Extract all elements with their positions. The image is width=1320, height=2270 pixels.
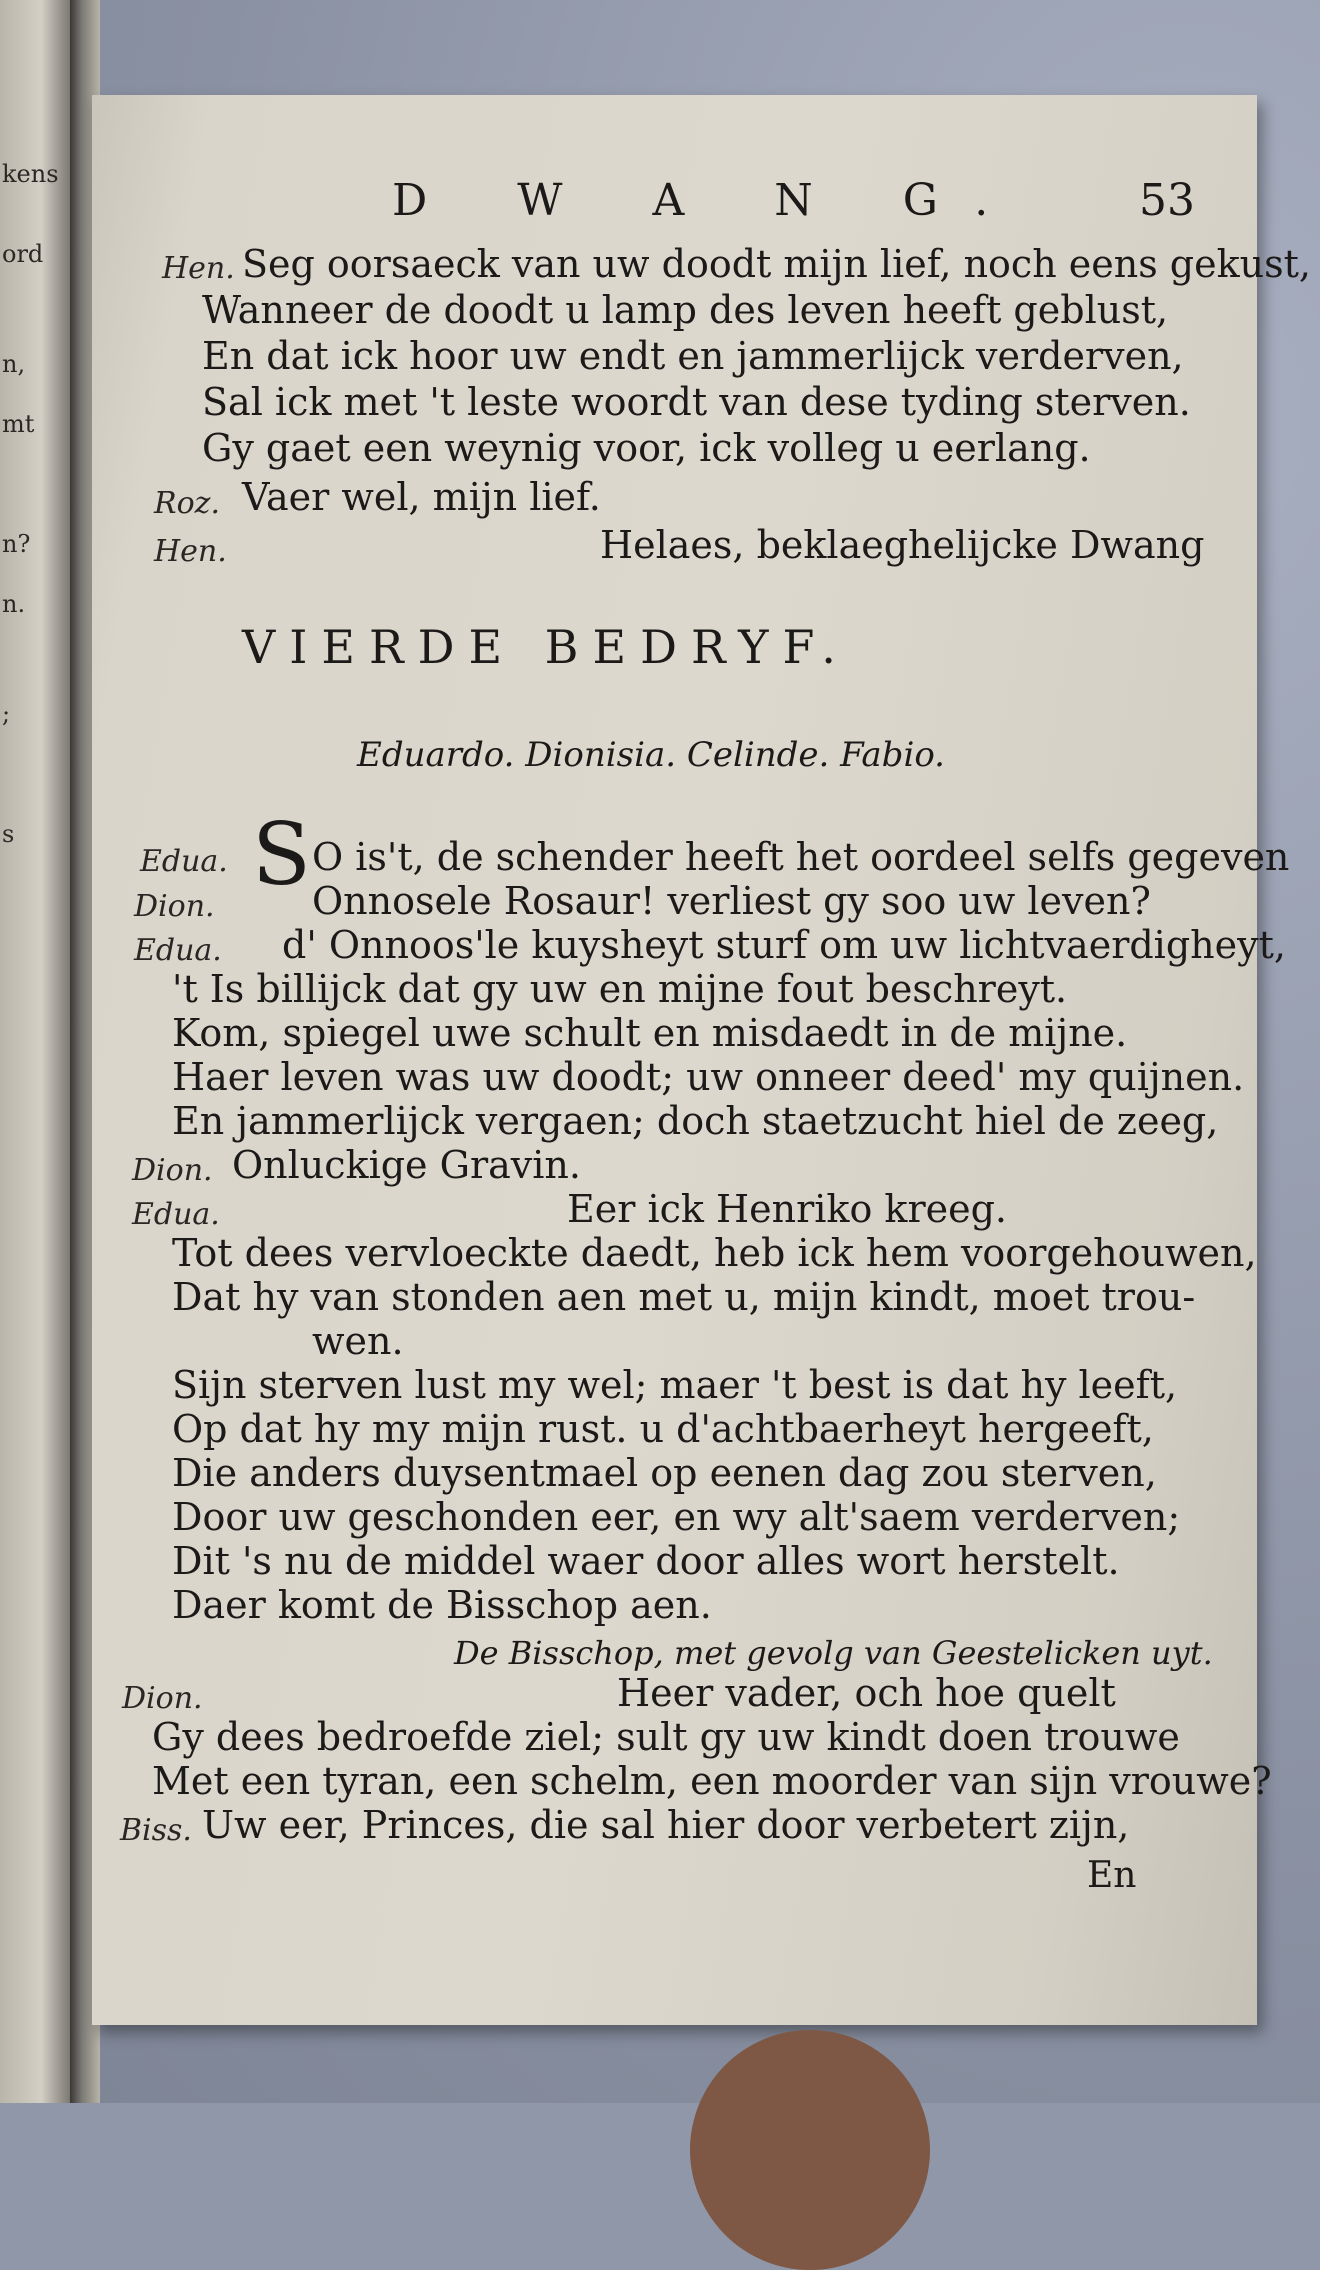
verse-line: Onnosele Rosaur! verliest gy soo uw leven? xyxy=(312,879,1151,923)
speaker-label: Hen. xyxy=(154,534,227,569)
verse-line: Dit 's nu de middel waer door alles wort herstelt. xyxy=(172,1539,1120,1583)
speaker-label: Dion. xyxy=(132,1153,213,1188)
left-page-fragment: kens xyxy=(2,160,59,188)
verse-line: Seg oorsaeck van uw doodt mijn lief, noch eens gekust, xyxy=(242,242,1311,286)
verse-line: Op dat hy my mijn rust. u d'achtbaerheyt hergeeft, xyxy=(172,1407,1154,1451)
verse-line: Helaes, beklaeghelijcke Dwang xyxy=(600,523,1205,567)
speaker-label: Edua. xyxy=(132,1197,220,1232)
left-page-fragment: mt xyxy=(2,410,35,438)
left-page-edge xyxy=(0,0,75,2103)
speaker-label: Edua. xyxy=(134,933,222,968)
left-page-fragment: n? xyxy=(2,530,31,558)
verse-line: O is't, de schender heeft het oordeel selfs gegeven xyxy=(312,835,1290,879)
left-page-fragment: s xyxy=(2,820,15,848)
verse-line: En jammerlijck vergaen; doch staetzucht hiel de zeeg, xyxy=(172,1099,1219,1143)
drop-cap: S xyxy=(252,805,311,905)
verse-line: 't Is billijck dat gy uw en mijne fout beschreyt. xyxy=(172,967,1068,1011)
speaker-label: Hen. xyxy=(162,251,235,286)
verse-line: Sijn sterven lust my wel; maer 't best is dat hy leeft, xyxy=(172,1363,1178,1407)
verse-line: Tot dees vervloeckte daedt, heb ick hem voorgehouwen, xyxy=(172,1231,1257,1275)
verse-line: Eer ick Henriko kreeg. xyxy=(567,1187,1007,1231)
left-page-fragment: ord xyxy=(2,240,44,268)
left-page-fragment: ; xyxy=(2,700,11,728)
verse-line: Sal ick met 't leste woordt van dese tyding sterven. xyxy=(202,380,1191,424)
speaker-label: Biss. xyxy=(120,1813,192,1848)
dramatis-personae: Eduardo. Dionisia. Celinde. Fabio. xyxy=(357,735,945,775)
verse-line: Gy dees bedroefde ziel; sult gy uw kindt doen trouwe xyxy=(152,1715,1180,1759)
verse-line: Onluckige Gravin. xyxy=(232,1143,581,1187)
left-page-fragment: n, xyxy=(2,350,26,378)
verse-line: Vaer wel, mijn lief. xyxy=(242,475,601,519)
running-head: D W A N G. xyxy=(392,175,1027,226)
page-number: 53 xyxy=(1139,175,1195,226)
verse-line: Door uw geschonden eer, en wy alt'saem verderven; xyxy=(172,1495,1181,1539)
verse-line: Dat hy van stonden aen met u, mijn kindt, moet trou- xyxy=(172,1275,1196,1319)
verse-line: En dat ick hoor uw endt en jammerlijck verderven, xyxy=(202,334,1184,378)
speaker-label: Roz. xyxy=(154,486,220,521)
speaker-label: Edua. xyxy=(140,844,228,879)
verse-line: Heer vader, och hoe quelt xyxy=(617,1671,1116,1715)
speaker-label: Dion. xyxy=(134,889,215,924)
verse-line: Gy gaet een weynig voor, ick volleg u eerlang. xyxy=(202,426,1091,470)
verse-line: Daer komt de Bisschop aen. xyxy=(172,1583,712,1627)
verse-line: Met een tyran, een schelm, een moorder van sijn vrouwe? xyxy=(152,1759,1272,1803)
speaker-label: Dion. xyxy=(122,1681,203,1716)
left-page-fragment: n. xyxy=(2,590,26,618)
verse-line: Uw eer, Princes, die sal hier door verbetert zijn, xyxy=(202,1803,1130,1847)
verse-line: wen. xyxy=(312,1319,404,1363)
act-title: VIERDE BEDRYF. xyxy=(242,620,850,674)
verse-line: Die anders duysentmael op eenen dag zou sterven, xyxy=(172,1451,1157,1495)
verse-line: Haer leven was uw doodt; uw onneer deed' my quijnen. xyxy=(172,1055,1245,1099)
library-stamp xyxy=(690,2030,930,2270)
catchword: En xyxy=(1087,1855,1137,1896)
verse-line: Wanneer de doodt u lamp des leven heeft geblust, xyxy=(202,288,1169,332)
stage-direction: De Bisschop, met gevolg van Geestelicken uyt. xyxy=(454,1634,1213,1672)
verse-line: d' Onnoos'le kuysheyt sturf om uw lichtvaerdigheyt, xyxy=(282,923,1286,967)
book-page xyxy=(92,95,1311,2025)
verse-line: Kom, spiegel uwe schult en misdaedt in de mijne. xyxy=(172,1011,1128,1055)
